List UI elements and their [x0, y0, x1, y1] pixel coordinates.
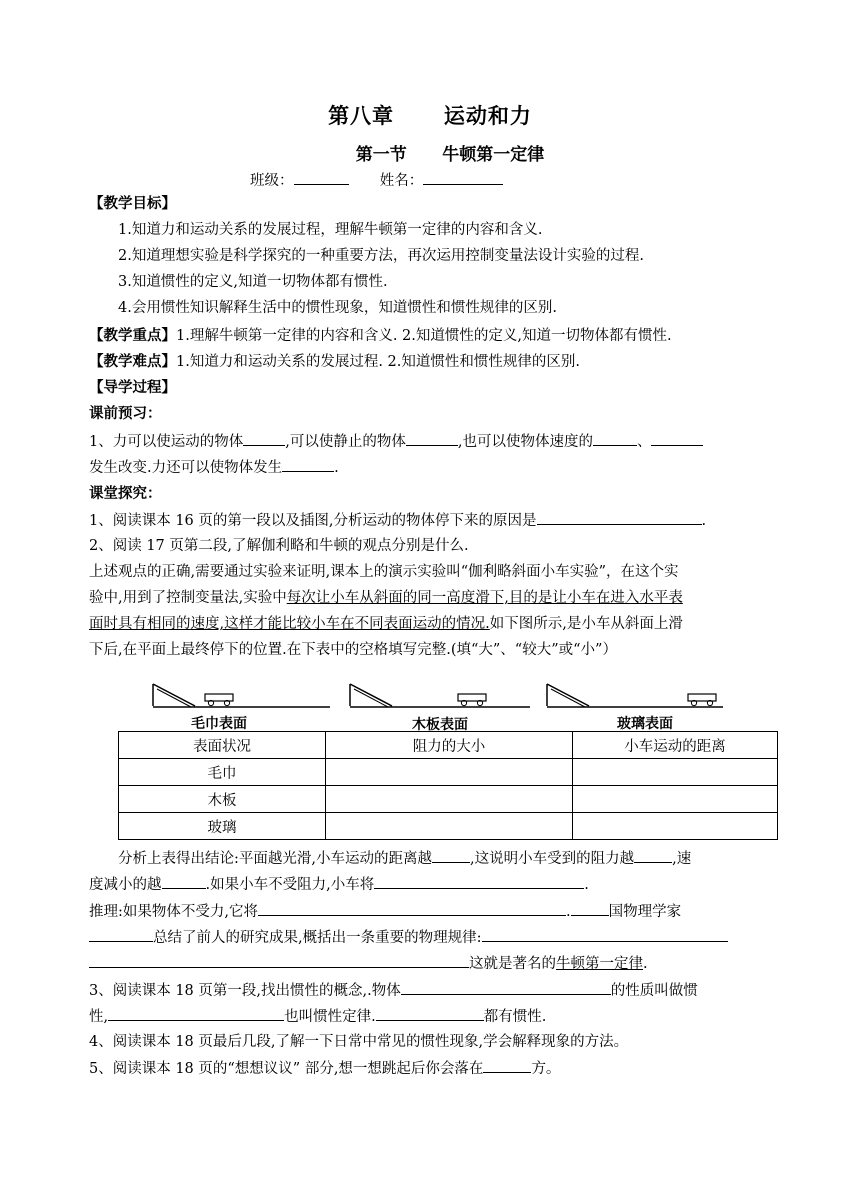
answer-blank[interactable]: [282, 457, 334, 472]
answer-blank[interactable]: [258, 901, 566, 916]
answer-blank[interactable]: [89, 953, 469, 968]
goal-item: 3.知道惯性的定义,知道一切物体都有惯性.: [118, 274, 388, 290]
goal-item: 1.知道力和运动关系的发展过程，理解牛顿第一定律的内容和含义.: [118, 222, 543, 238]
chapter-title: 第八章 运动和力: [328, 104, 532, 128]
answer-blank[interactable]: [89, 927, 153, 942]
answer-blank[interactable]: [374, 874, 584, 889]
difficulties: [89, 352, 800, 372]
inference-line: 总结了前人的研究成果,概括出一条重要的物理规律:: [89, 927, 800, 948]
q5-line: 5、阅读课本 18 页的“想想议议” 部分,想一想跳起后你会落在 方。: [89, 1058, 800, 1079]
answer-blank[interactable]: [401, 980, 611, 995]
svg-text:毛巾表面: 毛巾表面: [191, 716, 247, 732]
table-header: 阻力的大小: [326, 732, 573, 759]
svg-text:玻璃表面: 玻璃表面: [617, 716, 673, 732]
goal-item: 2.知道理想实验是科学探究的一种重要方法，再次运用控制变量法设计实验的过程.: [118, 248, 644, 264]
preview-q1: 1、力可以使运动的物体 ,可以使静止的物体 ,也可以使物体速度的 、: [89, 431, 800, 452]
table-cell-blank[interactable]: [573, 786, 778, 813]
incline-towel: [153, 684, 330, 732]
student-info: [250, 170, 800, 191]
table-cell-surface: 玻璃: [119, 813, 326, 840]
class-label: 班级：: [250, 173, 294, 189]
incline-wood: [350, 684, 530, 733]
table-cell-blank[interactable]: [326, 786, 573, 813]
preview-q1-line2: 发生改变.力还可以使物体发生 .: [89, 457, 800, 478]
explore-q2: 2、阅读 17 页第二段,了解伽利略和牛顿的观点分别是什么.: [89, 538, 469, 554]
incline-glass: [547, 684, 723, 732]
table-cell-blank[interactable]: [326, 759, 573, 786]
explore-q1: 1、阅读课本 16 页的第一段以及插图,分析运动的物体停下来的原因是 .: [89, 510, 800, 531]
preview-heading: 课前预习：: [89, 406, 162, 422]
process-heading: 【导学过程】: [89, 380, 176, 396]
answer-blank[interactable]: [483, 1058, 531, 1073]
svg-text:木板表面: 木板表面: [412, 717, 468, 733]
table-cell-blank[interactable]: [573, 759, 778, 786]
explore-para: 验中,用到了控制变量法,实验中每次让小车从斜面的同一高度滑下,目的是让小车在进入水平表: [89, 590, 683, 606]
surface-table: [118, 731, 778, 840]
table-row: [119, 759, 778, 786]
goals-heading: 【教学目标】: [89, 196, 176, 212]
section-title: 第一节 牛顿第一定律: [355, 145, 545, 165]
difficulties-heading: 【教学难点】: [89, 354, 176, 370]
goal-item: 4.会用惯性知识解释生活中的惯性现象，知道惯性和惯性规律的区别.: [118, 300, 557, 316]
key-points-text: 1.理解牛顿第一定律的内容和含义. 2.知道惯性的定义,知道一切物体都有惯性.: [176, 328, 672, 344]
analysis-line: 度减小的越 .如果小车不受阻力,小车将 .: [89, 874, 800, 895]
q3-line: 3、阅读课本 18 页第一段,找出惯性的概念,.物体 的性质叫做惯: [89, 980, 800, 1001]
key-points-heading: 【教学重点】: [89, 328, 176, 344]
table-cell-surface: 毛巾: [119, 759, 326, 786]
name-blank[interactable]: [423, 170, 503, 185]
table-cell-blank[interactable]: [573, 813, 778, 840]
explore-heading: 课堂探究：: [89, 486, 162, 502]
table-header-row: [119, 732, 778, 759]
answer-blank[interactable]: [108, 1006, 284, 1021]
inference-line: 这就是著名的牛顿第一定律.: [89, 953, 800, 974]
q4-line: 4、阅读课本 18 页最后几段,了解一下日常中常见的惯性现象,学会解释现象的方法。: [89, 1034, 629, 1050]
explore-para: 上述观点的正确,需要通过实验来证明,课本上的演示实验叫“伽利略斜面小车实验”，在这个实: [89, 564, 679, 580]
answer-blank[interactable]: [537, 510, 702, 525]
answer-blank[interactable]: [162, 874, 206, 889]
table-cell-surface: 木板: [119, 786, 326, 813]
inference-line: 推理:如果物体不受力,它将 . 国物理学家: [89, 901, 800, 922]
answer-blank[interactable]: [376, 1006, 484, 1021]
difficulties-text: 1.知道力和运动关系的发展过程. 2.知道惯性和惯性规律的区别.: [176, 354, 580, 370]
explore-para: 面时具有相同的速度,这样才能比较小车在不同表面运动的情况.如下图所示,是小车从斜面上滑: [89, 616, 683, 632]
answer-blank[interactable]: [651, 431, 703, 446]
table-cell-blank[interactable]: [326, 813, 573, 840]
name-label: 姓名：: [379, 173, 424, 189]
table-row: [119, 813, 778, 840]
answer-blank[interactable]: [243, 431, 285, 446]
explore-para: 下后,在平面上最终停下的位置.在下表中的空格填写完整.(填“大”、“较大”或“小”）: [89, 642, 617, 658]
incline-figure: [145, 678, 725, 734]
answer-blank[interactable]: [406, 431, 458, 446]
class-blank[interactable]: [294, 170, 349, 185]
analysis-line: 分析上表得出结论:平面越光滑,小车运动的距离越 ,这说明小车受到的阻力越 ,速: [118, 848, 800, 869]
table-header: 小车运动的距离: [573, 732, 778, 759]
answer-blank[interactable]: [571, 901, 609, 916]
answer-blank[interactable]: [593, 431, 637, 446]
table-header: 表面状况: [119, 732, 326, 759]
answer-blank[interactable]: [432, 848, 470, 863]
q3-line: 性, 也叫惯性定律. 都有惯性.: [89, 1006, 800, 1027]
answer-blank[interactable]: [634, 848, 672, 863]
answer-blank[interactable]: [482, 927, 728, 942]
table-row: [119, 786, 778, 813]
key-points: [89, 326, 800, 346]
